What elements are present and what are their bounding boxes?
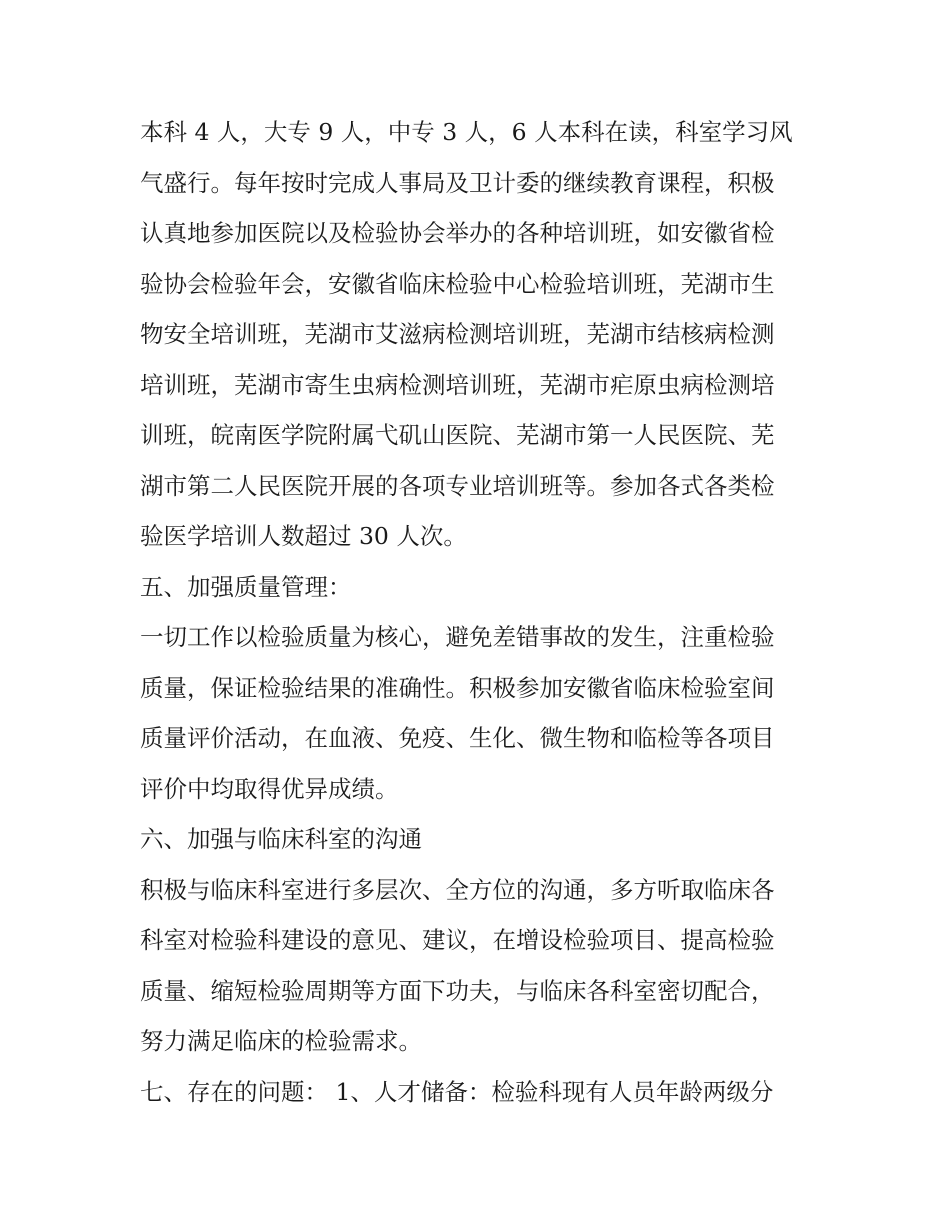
text-line: 科室对检验科建设的意见、建议，在增设检验项目、提高检验 [140,926,775,954]
text-line: 质量评价活动，在血液、免疫、生化、微生物和临检等各项目 [140,724,775,752]
section-heading-7: 七、存在的问题： 1、人才储备：检验科现有人员年龄两级分 [140,1077,774,1106]
text-line: 一切工作以检验质量为核心，避免差错事故的发生，注重检验 [140,623,775,651]
text-line: 评价中均取得优异成绩。 [140,774,399,803]
text-line: 本科 4 人，大专 9 人，中专 3 人，6 人本科在读，科室学习风 [140,118,793,146]
section-heading-5: 五、加强质量管理： [140,572,352,601]
text-line: 验协会检验年会，安徽省临床检验中心检验培训班，芜湖市生 [140,269,775,298]
text-line: 验医学培训人数超过 30 人次。 [140,522,467,550]
text-line: 气盛行。每年按时完成人事局及卫计委的继续教育课程，积极 [140,168,775,197]
text-line: 物安全培训班，芜湖市艾滋病检测培训班，芜湖市结核病检测 [140,320,775,348]
text-line: 湖市第二人民医院开展的各项专业培训班等。参加各式各类检 [140,471,775,500]
text-line: 积极与临床科室进行多层次、全方位的沟通，多方听取临床各 [140,875,775,904]
section-heading-6: 六、加强与临床科室的沟通 [140,825,422,853]
text-line: 努力满足临床的检验需求。 [140,1027,422,1055]
text-line: 质量、缩短检验周期等方面下功夫，与临床各科室密切配合， [140,976,775,1005]
text-line: 培训班，芜湖市寄生虫病检测培训班，芜湖市疟原虫病检测培 [140,370,775,399]
text-line: 训班，皖南医学院附属弋矶山医院、芜湖市第一人民医院、芜 [140,421,775,449]
text-line: 认真地参加医院以及检验协会举办的各种培训班，如安徽省检 [140,219,775,247]
document-body [140,107,820,1117]
text-line: 质量，保证检验结果的准确性。积极参加安徽省临床检验室间 [140,673,775,702]
